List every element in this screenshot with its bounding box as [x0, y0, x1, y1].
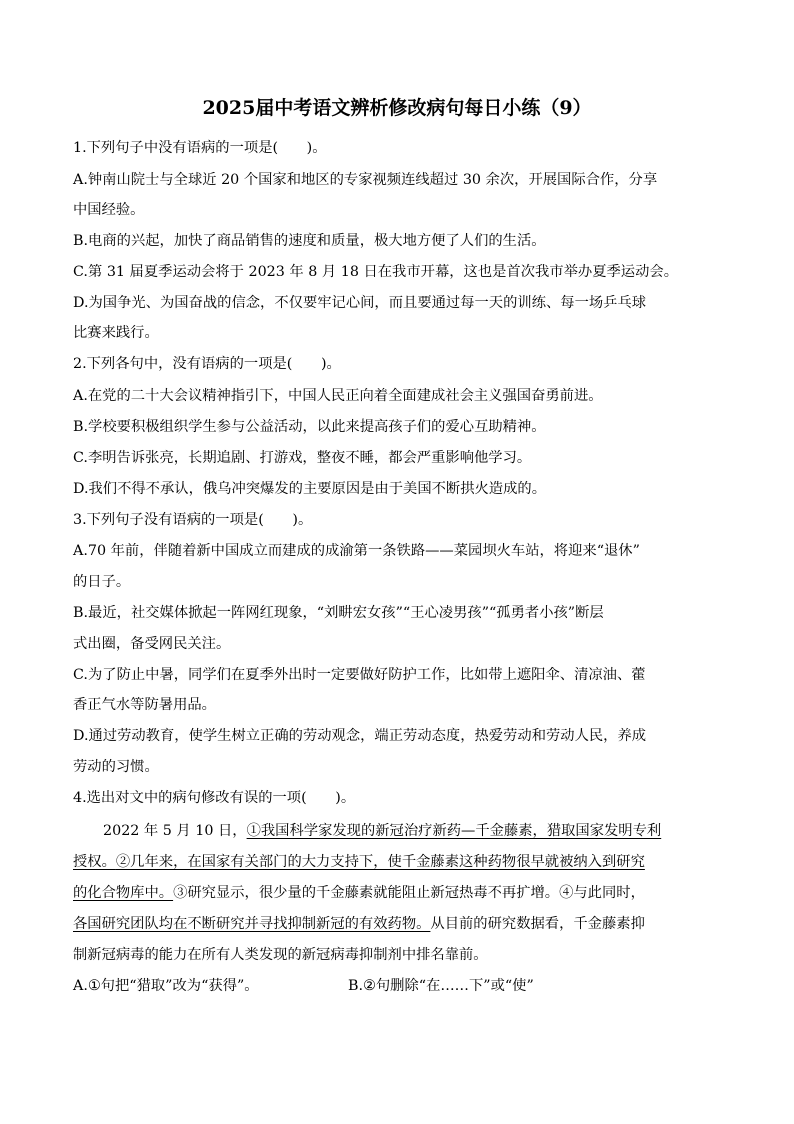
- q3-option-a-line1: A.70 年前，伴随着新中国成立而建成的成渝第一条铁路——菜园坝火车站，将迎来“退休”: [73, 543, 640, 559]
- passage-line-2: [73, 852, 721, 883]
- q3-option-b-line1: B.最近，社交媒体掀起一阵网红现象，“刘畊宏女孩”“王心凌男孩”“孤勇者小孩”断层: [73, 605, 604, 621]
- q1-option-a-line2: 中国经验。: [73, 202, 145, 218]
- q3-option-a-line2: 的日子。: [73, 574, 131, 590]
- q2-option-c: C.李明告诉张亮，长期追剧、打游戏，整夜不睡，都会严重影响他学习。: [73, 450, 532, 466]
- passage-line-5: 制新冠病毒的能力在所有人类发现的新冠病毒抑制剂中排名靠前。: [73, 947, 488, 963]
- q2-option-a: A.在党的二十大会议精神指引下，中国人民正向着全面建成社会主义强国奋勇前进。: [73, 388, 603, 404]
- q2-option-d: D.我们不得不承认，俄乌冲突爆发的主要原因是由于美国不断拱火造成的。: [73, 481, 546, 497]
- passage-underlined-sentence-4: 各国研究团队均在不断研究并寻找抑制新冠的有效药物。: [73, 916, 431, 932]
- q1-stem: 1.下列句子中没有语病的一项是( )。: [73, 140, 327, 156]
- q1-option-a-line1: A.钟南山院士与全球近 20 个国家和地区的专家视频连线超过 30 余次，开展国际合作，分享: [73, 172, 658, 188]
- q4-option-b: B.②句删除“在……下”或“使”: [348, 978, 534, 994]
- q3-stem: 3.下列句子没有语病的一项是( )。: [73, 512, 313, 528]
- passage-line-1: [73, 821, 721, 852]
- q3-option-c-line1: C.为了防止中暑，同学们在夏季外出时一定要做好防护工作，比如带上遮阳伞、清凉油、藿: [73, 667, 646, 683]
- passage-sentence-3: ③研究显示，很少量的千金藤素就能阻止新冠热毒不再扩增。④与此同时，: [173, 885, 645, 901]
- passage-underlined-sentence-2-end: 的化合物库中。: [73, 885, 174, 901]
- q4-stem: 4.选出对文中的病句修改有误的一项( )。: [73, 790, 356, 806]
- q4-passage: [73, 821, 721, 976]
- q1-option-d-line1: D.为国争光、为国奋战的信念，不仅要牢记心间，而且要通过每一天的训练、每一场乒乓球: [73, 295, 647, 311]
- q4-options-row: [73, 976, 259, 996]
- passage-date: 2022 年 5 月 10 日，: [103, 823, 247, 839]
- passage-underlined-sentence-1-end: 授权。: [73, 854, 116, 870]
- q1-option-d-line2: 比赛来践行。: [73, 325, 159, 341]
- passage-sentence-5: 从目前的研究数据看，千金藤素抑: [430, 916, 645, 932]
- passage-line-4: [73, 914, 721, 945]
- q1-option-c: C.第 31 届夏季运动会将于 2023 年 8 月 18 日在我市开幕，这也是首次我市举办夏季运动会。: [73, 264, 678, 280]
- q3-option-c-line2: 香正气水等防暑用品。: [73, 697, 216, 713]
- q3-option-b-line2: 式出圈，备受网民关注。: [73, 636, 231, 652]
- q3-option-d-line2: 劳动的习惯。: [73, 759, 159, 775]
- page-title: 2025届中考语文辨析修改病句每日小练（9）: [202, 97, 592, 119]
- q2-option-b: B.学校要积极组织学生参与公益活动，以此来提高孩子们的爱心互助精神。: [73, 419, 546, 435]
- passage-underlined-sentence-1: ①我国科学家发现的新冠治疗新药—千金藤素，猎取国家发明专利: [246, 823, 662, 839]
- passage-line-3: [73, 883, 721, 914]
- q2-stem: 2.下列各句中，没有语病的一项是( )。: [73, 356, 341, 372]
- q3-option-d-line1: D.通过劳动教育，使学生树立正确的劳动观念，端正劳动态度，热爱劳动和劳动人民，养成: [73, 728, 647, 744]
- q1-option-b: B.电商的兴起，加快了商品销售的速度和质量，极大地方便了人们的生活。: [73, 233, 546, 249]
- q4-option-a: A.①句把“猎取”改为“获得”。: [73, 978, 259, 994]
- passage-sentence-2: ②几年来，在国家有关部门的大力支持下，使千金藤素这种药物很早就被纳入到研究: [115, 854, 645, 870]
